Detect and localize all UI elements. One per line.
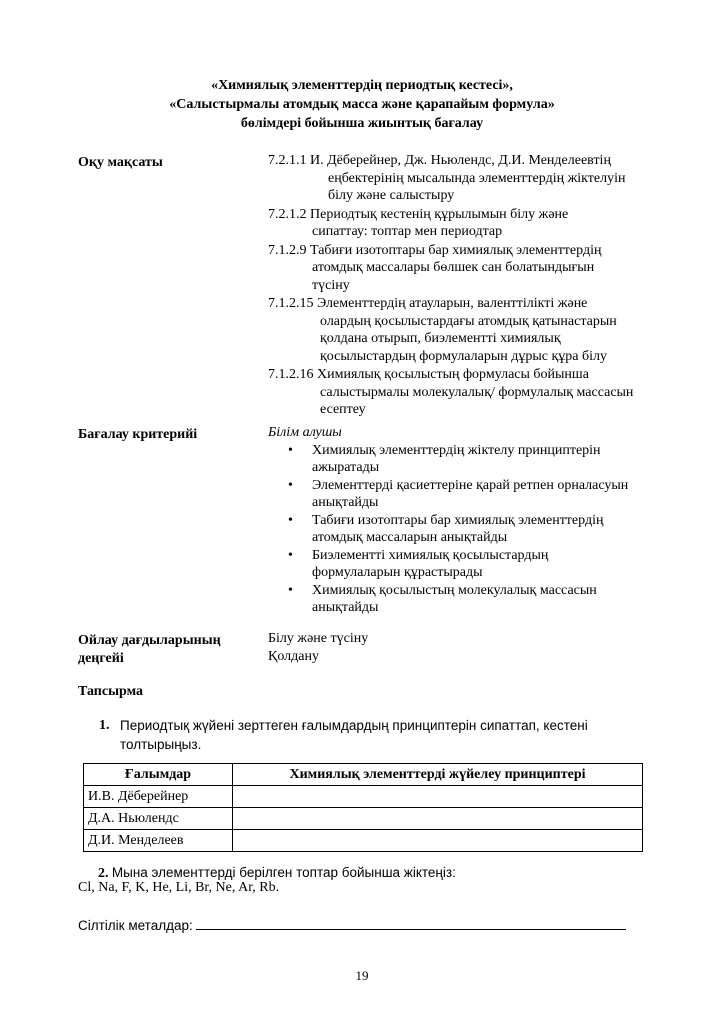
objective-line: түсіну (312, 277, 350, 293)
table-cell-scientist: Д.А. Ньюлендс (84, 808, 233, 830)
objective-line: қолдана отырып, биэлементті химиялық (320, 331, 561, 346)
objective-item (268, 366, 658, 419)
elements-list: Cl, Na, F, K, He, Li, Br, Ne, Ar, Rb. (78, 880, 280, 895)
levels-label (78, 632, 221, 668)
criteria-line: Химиялық элементтердің жіктелу принциптерін (312, 442, 601, 458)
question-1-number: 1. (99, 718, 110, 733)
objective-line: олардың қосылыстардағы атомдық қатынастарын (320, 313, 617, 329)
objective-line: 7.2.1.1 И. Дёберейнер, Дж. Ньюлендс, Д.И. Менделеевтің (268, 153, 611, 168)
objective-line: білу және салыстыру (328, 188, 455, 203)
objective-line: қосылыстардың формулаларын дұрыс құра білу (320, 348, 607, 364)
level-1: Білу және түсіну (268, 631, 369, 646)
criteria-item (268, 477, 658, 512)
table-cell-scientist: И.В. Дёберейнер (84, 786, 233, 808)
title-line-2: «Салыстырмалы атомдық масса және қарапайым формула» (169, 97, 555, 112)
alkali-metals-label: Сілтілік металдар: (78, 918, 193, 933)
objective-line: 7.1.2.15 Элементтердің атауларын, валенттілікті және (268, 296, 588, 311)
answer-line[interactable] (196, 917, 626, 930)
question-2-text: Мына элементтерді берілген топтар бойынша жіктеңіз: (111, 865, 456, 880)
criteria-item (268, 512, 658, 547)
objective-line: салыстырмалы молекулалық/ формулалық массасын (320, 384, 634, 400)
table-cell-answer[interactable] (233, 808, 643, 830)
question-2-number: 2. (98, 866, 109, 881)
criteria-item (268, 442, 658, 477)
objective-line: 7.1.2.9 Табиғи изотоптары бар химиялық элементтердің (268, 242, 602, 258)
page-number: 19 (355, 968, 369, 983)
title-line-1: «Химиялық элементтердің периодтық кестесі», (211, 78, 513, 93)
bullet-icon: • (288, 512, 293, 528)
levels-label-line-1: Ойлау дағдыларының (78, 633, 221, 648)
objective-line: есептеу (320, 402, 366, 417)
criteria-head: Білім алушы (268, 425, 342, 440)
criteria-item (268, 547, 658, 582)
table-cell-scientist: Д.И. Менделеев (84, 830, 233, 852)
alkali-metals-row (78, 917, 626, 933)
objective-item (268, 206, 658, 241)
criteria-line: Элементтерді қасиеттеріне қарай ретпен орналасуын (312, 477, 629, 493)
table-cell-answer[interactable] (233, 786, 643, 808)
table-row (84, 830, 643, 852)
criteria-line: формулаларын құрастырады (312, 565, 483, 580)
document-title (0, 76, 724, 133)
objective-item (268, 242, 658, 295)
question-1 (99, 716, 639, 754)
bullet-icon: • (288, 477, 293, 493)
bullet-icon: • (288, 547, 293, 563)
objective-line: еңбектерінің мысалында элементтердің жіктелуін (328, 170, 626, 186)
criteria-line: Табиғи изотоптары бар химиялық элементтердің (312, 512, 604, 528)
table-row (84, 808, 643, 830)
criteria-label: Бағалау критерийі (78, 427, 198, 442)
bullet-icon: • (288, 442, 293, 458)
criteria-block (268, 424, 658, 617)
objective-line: атомдық массалары бөлшек сан болатындығын (312, 260, 595, 275)
criteria-line: Биэлементті химиялық қосылыстардың (312, 547, 549, 563)
objective-line: 7.2.1.2 Периодтық кестенің құрылымын білу және (268, 206, 569, 222)
criteria-line: анықтайды (312, 495, 379, 510)
objective-line: сипаттау: топтар мен периодтар (312, 224, 503, 239)
level-2: Қолдану (268, 649, 319, 664)
table-header-principles: Химиялық элементтерді жүйелеу принциптері (233, 764, 643, 786)
criteria-item (268, 582, 658, 617)
objective-line: 7.1.2.16 Химиялық қосылыстың формуласы бойынша (268, 367, 589, 382)
table-cell-answer[interactable] (233, 830, 643, 852)
objective-item (268, 295, 658, 365)
criteria-line: анықтайды (312, 600, 379, 615)
objective-item (268, 152, 658, 205)
levels-values (268, 630, 368, 666)
bullet-icon: • (288, 582, 293, 598)
criteria-list (268, 442, 658, 617)
objectives-list (268, 152, 658, 420)
levels-label-line-2: деңгейі (78, 651, 124, 666)
table-header-scientists: Ғалымдар (84, 764, 233, 786)
criteria-line: Химиялық қосылыстың молекулалық массасын (312, 582, 597, 598)
title-line-3: бөлімдері бойынша жиынтық бағалау (240, 116, 484, 131)
scientists-table (83, 763, 643, 852)
question-1-text: Периодтық жүйені зерттеген ғалымдардың принциптерін сипаттап, кестені толтырыңыз. (120, 718, 588, 752)
criteria-line: ажыратады (312, 460, 380, 475)
criteria-line: атомдық массаларын анықтайды (312, 530, 508, 545)
table-header-row (84, 764, 643, 786)
task-heading: Тапсырма (78, 684, 144, 699)
objectives-label: Оқу мақсаты (78, 155, 163, 170)
table-row (84, 786, 643, 808)
